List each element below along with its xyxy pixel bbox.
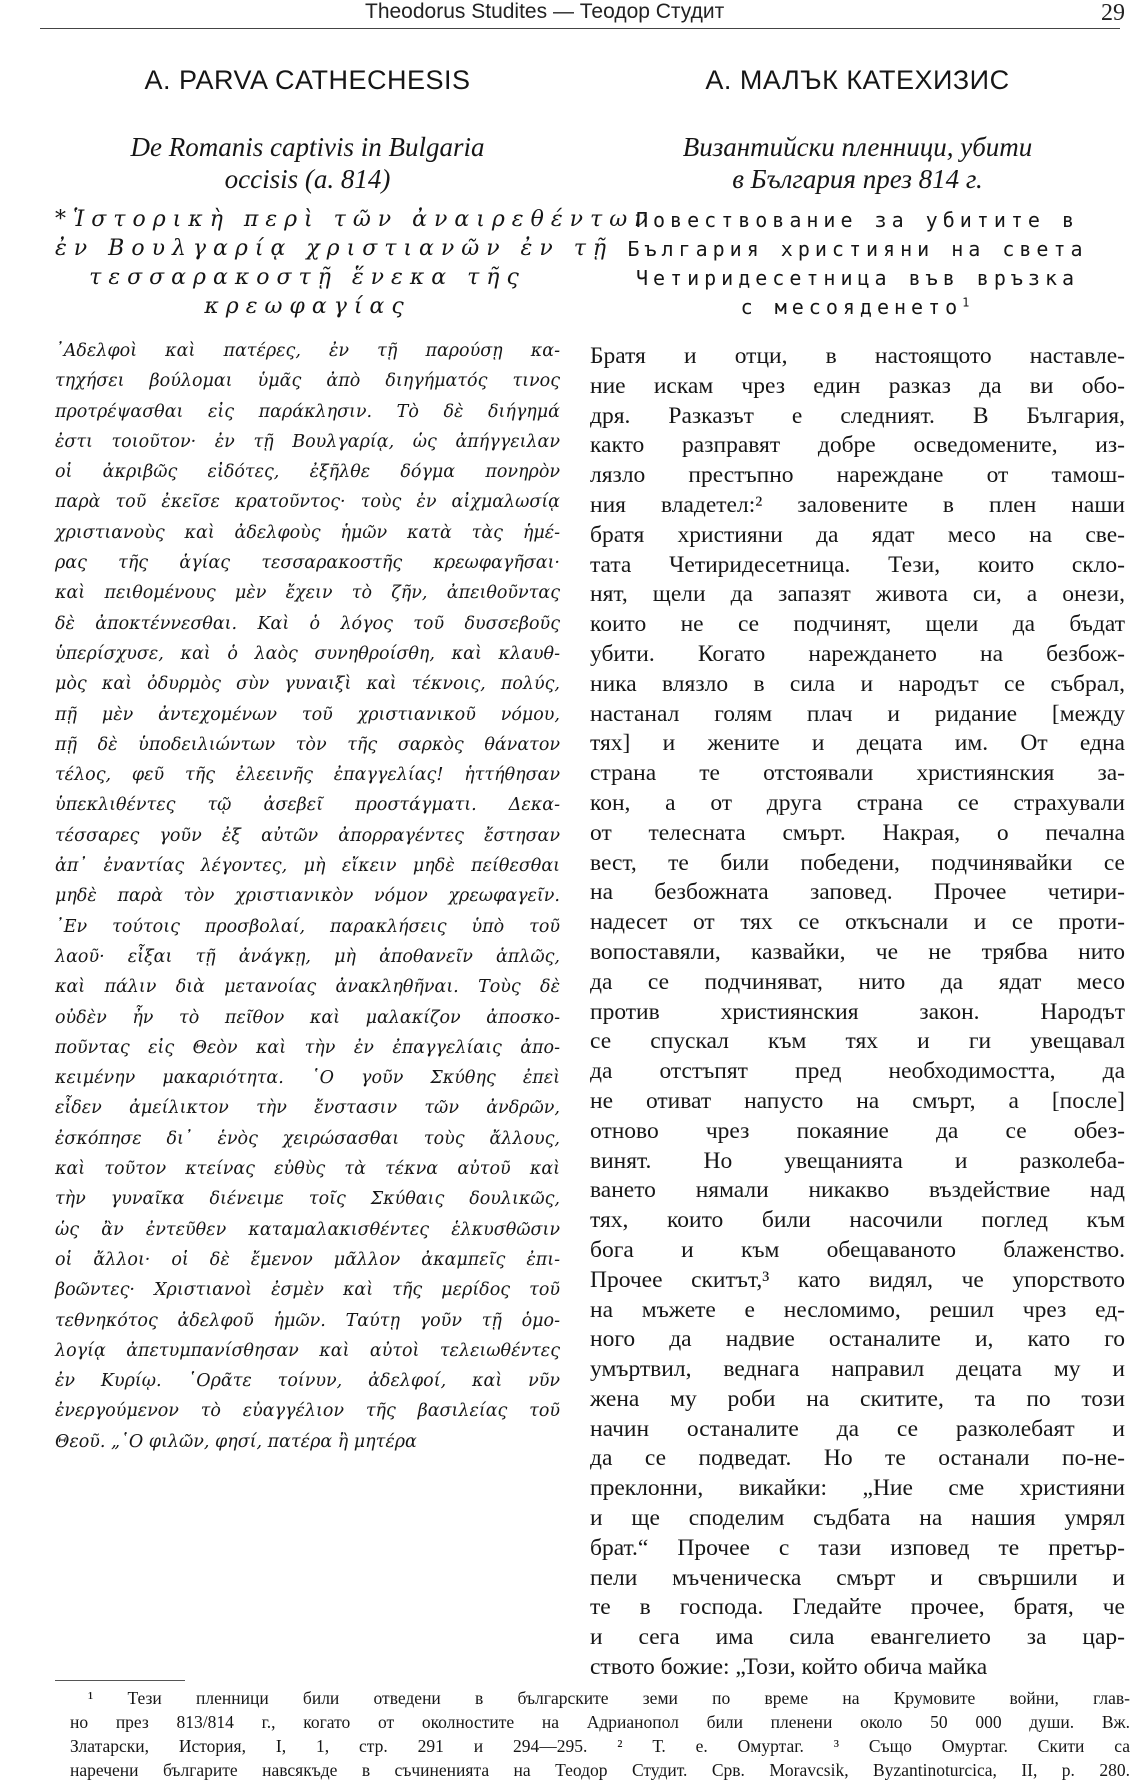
bulgarian-text-line: ния владетел:² заловените в плен наши (590, 491, 1125, 518)
bulgarian-text-line: на мъжете е несломимо, решил чрез ед- (590, 1296, 1125, 1323)
footnotes (70, 1686, 1130, 1782)
bulgarian-text-line: и ще споделим съдбата на нашия умрял (590, 1505, 1125, 1532)
greek-text-line: ὡς ἂν ἐντεῦθεν καταμαλακισθέντες ἑλκυσθῶσιν (55, 1219, 560, 1240)
bulgarian-text-line: жена му роби на скитите, та по този (590, 1385, 1125, 1412)
greek-text-line: ἀπ᾽ ἐναντίας λέγοντες, μὴ εἴκειν μηδὲ πείθεσθαι (55, 856, 560, 877)
running-head (40, 0, 1125, 30)
bulgarian-text-line: които не се подчинят, щели да бъдат (590, 611, 1125, 638)
bulgarian-text-line: против християнския закон. Народът (590, 998, 1125, 1025)
greek-text-line: Θεοῦ. „῾Ο φιλῶν, φησί, πατέρα ἢ μητέρα (55, 1431, 417, 1452)
greek-text-line: οἱ ἄλλοι· οἱ δὲ ἔμενον μᾶλλον ἀκαμπεῖς ἐπι- (55, 1249, 560, 1270)
greek-title-line: τεσσαρακοστῇ ἕνεκα τῆς (89, 265, 526, 290)
bulgarian-subheading-line: в България през 814 г. (732, 164, 983, 194)
spaced-title-line (590, 293, 1125, 322)
bulgarian-text-line: Прочее скитът,³ като видял, че упорството (590, 1266, 1125, 1293)
bulgarian-subheading (590, 131, 1125, 195)
bulgarian-text-line: както разправят добре осведомените, из- (590, 432, 1125, 459)
greek-text-line: δὲ ἀποκτέννεσθαι. Καὶ ὁ λόγος τοῦ δυσσεβοῦς (55, 613, 560, 634)
greek-text-line: τὴν γυναῖκα διένειμε τοῖς Σκύθαις δουλικῶς, (55, 1189, 560, 1210)
bulgarian-text-line: те в господа. Гледайте прочее, братя, че (590, 1594, 1125, 1621)
bulgarian-text-body (590, 342, 1125, 1683)
latin-subheading-line: De Romanis captivis in Bulgaria (130, 132, 485, 162)
bulgarian-text-line: пели мъченическа смърт и свършили и (590, 1564, 1125, 1591)
greek-text-line: ἐνεργούμενον τὸ εὐαγγέλιον τῆς βασιλείας τοῦ (55, 1401, 560, 1422)
spaced-title-line: Четиридесетница във връзка (635, 266, 1080, 290)
bulgarian-subheading-line: Византийски пленници, убити (682, 132, 1033, 162)
spaced-title-line: България християни на света (627, 237, 1088, 261)
footnote-line: но през 813/814 г., когато от околностите на Адрианопол били пленени около 50 000 души. Вж. (70, 1712, 1130, 1732)
greek-text-line: οἱ ἀκριβῶς εἰδότες, ἐξῆλθε δόγμα πονηρὸν (55, 462, 560, 483)
spaced-title-last-text: с месояденето (740, 295, 963, 319)
greek-text-line: καὶ πάλιν διὰ μετανοίας ἀνακληθῆναι. Τοὺς δὲ (55, 977, 560, 998)
bulgarian-text-line: тях] и жените и децата им. От една (590, 730, 1125, 757)
greek-text-line: χριστιανοὺς καὶ ἀδελφοὺς ἡμῶν κατὰ τὰς ἡμέ- (55, 522, 560, 543)
bulgarian-text-line: лязло престъпно нареждане от тамош- (590, 462, 1125, 489)
greek-text-line: βοῶντες· Χριστιανοὶ ἐσμὲν καὶ τῆς μερίδος τοῦ (55, 1280, 560, 1301)
bulgarian-text-line: страна те отстоявали християнския за- (590, 760, 1125, 787)
bulgarian-text-line: ного да надвие останалите и, като го (590, 1326, 1125, 1353)
footnote-line: наречени българите навсякъде в съчиненията на Теодор Студит. Срв. Moravcsik, Byzantinoturcica, II, p. 280. (70, 1760, 1130, 1780)
bulgarian-text-line: ването нямали никакво въздействие над (590, 1177, 1125, 1204)
page-number: 29 (1101, 0, 1125, 26)
footnote-line: ¹ Тези пленници били отведени в българските земи по време на Крумовите войни, глав- (88, 1688, 1130, 1708)
greek-title-line: *Ἱστορικὴ περὶ τῶν ἀναιρεθέντων (55, 207, 655, 232)
greek-text-line: παρὰ τοῦ ἐκεῖσε κρατοῦντος· τοὺς ἐν αἰχμαλωσίᾳ (55, 492, 560, 513)
bulgarian-text-line: нят, щели да запазят живота си, а онези, (590, 581, 1125, 608)
bulgarian-text-line: дря. Разказът е следният. В България, (590, 402, 1125, 429)
bulgarian-text-line: вопоставяли, казвайки, че не трябва нито (590, 938, 1125, 965)
bulgarian-text-line: на безбожната заповед. Прочее четири- (590, 879, 1125, 906)
greek-text-line: ὑπερίσχυσε, καὶ ὁ λαὸς συνηθροίσθη, καὶ κλαυθ- (55, 643, 560, 664)
greek-text-line: ὑπεκλιθέντες τῷ ἀσεβεῖ προστάγματι. Δεκα- (55, 795, 560, 816)
greek-title-line: κρεωφαγίας (204, 294, 411, 319)
greek-text-line: ποῦντας εἰς Θεὸν καὶ τὴν ἐν ἐπαγγελίαις ἀπο- (55, 1037, 560, 1058)
greek-text-line: τεθνηκότος ἀδελφοῦ ἡμῶν. Ταύτῃ γοῦν τῇ ὁμο- (55, 1310, 560, 1331)
spaced-title-line: Повествование за убитите в (635, 208, 1080, 232)
footnote-line: Златарски, История, I, 1, стр. 291 и 294—295. ² Т. е. Омуртаг. ³ Също Омуртаг. Скити са (70, 1736, 1130, 1756)
bulgarian-text-line: да се подведат. Но те останали по-не- (590, 1445, 1125, 1472)
bulgarian-text-line: не отиват напусто на смърт, а [после] (590, 1087, 1125, 1114)
bulgarian-text-line: да отстъпят пред необходимостта, да (590, 1058, 1125, 1085)
greek-title-line: ἐν Βουλγαρίᾳ χριστιανῶν ἐν τῇ (55, 236, 614, 261)
bulgarian-section-heading: А. МАЛЪК КАТЕХИЗИС (705, 65, 1010, 95)
greek-text-line: οὐδὲν ἦν τὸ πεῖθον καὶ μαλακίζον ἀποσκο- (55, 1007, 560, 1028)
bulgarian-text-line: ството божие: „Този, който обича майка (590, 1654, 988, 1681)
bulgarian-text-line: се спускал към тях и ги увещавал (590, 1028, 1125, 1055)
greek-text-line: ἐν Κυρίῳ. ῾Ορᾶτε τοίνυν, ἀδελφοί, καὶ νῦν (55, 1371, 560, 1392)
footnote-ref-1: 1 (962, 295, 975, 310)
greek-text-line: πῇ δὲ ὑποδειλιώντων τὸν τῆς σαρκὸς θάνατον (55, 734, 560, 755)
running-head-title: Theodorus Studites — Теодор Студит (365, 0, 725, 23)
bulgarian-text-line: отново чрез покаяние да се обез- (590, 1117, 1125, 1144)
bulgarian-spaced-title (590, 206, 1125, 322)
greek-title (55, 205, 655, 321)
latin-subheading-line: occisis (a. 814) (224, 164, 391, 194)
greek-text-body (55, 336, 560, 1457)
bulgarian-text-line: братя християни да ядат месо на све- (590, 521, 1125, 548)
greek-text-line: λογίᾳ ἀπετυμπανίσθησαν καὶ αὐτοὶ τελειωθέντες (55, 1340, 560, 1361)
bulgarian-text-line: настанал голям плач и ридание [между (590, 700, 1125, 727)
greek-text-line: καὶ πειθομένους μὲν ἔχειν τὸ ζῆν, ἀπειθοῦντας (55, 583, 560, 604)
bulgarian-text-line: и сега има сила евангелието за цар- (590, 1624, 1125, 1651)
greek-text-line: ἐστι τοιοῦτον· ἐν τῇ Βουλγαρίᾳ, ὡς ἀπήγγειλαν (55, 431, 560, 452)
greek-text-line: εἶδεν ἀμείλικτον τὴν ἔνστασιν τῶν ἀνδρῶν, (55, 1098, 560, 1119)
footnote-rule (55, 1680, 185, 1681)
bulgarian-text-line: Братя и отци, в настоящото наставле- (590, 343, 1125, 369)
greek-text-line: μὸς καὶ ὀδυρμὸς σὺν γυναιξὶ καὶ τέκνοις, πολύς, (55, 674, 560, 695)
bulgarian-text-line: бога и към обещаваното блаженство. (590, 1236, 1125, 1263)
bulgarian-text-line: тях, които били насочили поглед към (590, 1207, 1125, 1234)
greek-text-line: τέσσαρες γοῦν ἐξ αὐτῶν ἀπορραγέντες ἔστησαν (55, 825, 560, 846)
bulgarian-text-line: умъртвил, веднага направил децата му и (590, 1356, 1125, 1383)
header-rule (40, 28, 1120, 29)
greek-text-line: καὶ τοῦτον κτείνας εὐθὺς τὰ τέκνα αὐτοῦ καὶ (55, 1159, 560, 1180)
bulgarian-text-line: преклонни, викайки: „Ние сме християни (590, 1475, 1125, 1502)
latin-subheading (55, 131, 560, 195)
greek-text-line: πῇ μὲν ἀντεχομένων τοῦ χριστιανικοῦ νόμου, (55, 704, 560, 725)
bulgarian-text-line: надесет от тях се откъснали и се проти- (590, 909, 1125, 936)
bulgarian-text-line: начин останалите да се разколебаят и (590, 1415, 1125, 1442)
greek-text-line: τέλος, φεῦ τῆς ἐλεεινῆς ἐπαγγελίας! ἡττήθησαν (55, 765, 560, 786)
greek-text-line: προτρέψασθαι εἰς παράκλησιν. Τὸ δὲ διήγημά (55, 401, 560, 422)
bulgarian-text-line: винят. Но увещанията и разколеба- (590, 1147, 1125, 1174)
bulgarian-text-line: убити. Когато нареждането на безбож- (590, 640, 1125, 667)
bulgarian-text-line: брат.“ Прочее с тази изповед те претър- (590, 1534, 1125, 1561)
greek-text-line: λαοῦ· εἶξαι τῇ ἀνάγκῃ, μὴ ἀποθανεῖν ἁπλῶς, (55, 946, 560, 967)
bulgarian-text-line: тата Четиридесетница. Тези, които скло- (590, 551, 1125, 578)
greek-text-line: κειμένην μακαριότητα. ῾Ο γοῦν Σκύθης ἐπεὶ (55, 1068, 560, 1089)
greek-text-line: τηχήσει βούλομαι ὑμᾶς ἀπὸ διηγήματός τινος (55, 371, 560, 392)
greek-text-line: μηδὲ παρὰ τὸν χριστιανικὸν νόμον χρεωφαγεῖν. (55, 886, 560, 907)
bulgarian-text-line: кон, а от друга страна се страхували (590, 789, 1125, 816)
bulgarian-text-line: ника влязло в сила и народът се събрал, (590, 670, 1125, 697)
greek-text-line: ἐσκόπησε δι᾽ ἑνὸς χειρώσασθαι τοὺς ἄλλους, (55, 1128, 560, 1149)
greek-text-line: ᾿Αδελφοὶ καὶ πατέρες, ἐν τῇ παρούσῃ κα- (55, 341, 560, 361)
greek-text-line: ρας τῆς ἁγίας τεσσαρακοστῆς κρεωφαγῆσαι· (55, 553, 560, 574)
bulgarian-text-line: да се подчиняват, нито да ядат месо (590, 968, 1125, 995)
bulgarian-text-line: от телесната смърт. Накрая, о печална (590, 819, 1125, 846)
bulgarian-text-line: ние искам чрез един разказ да ви обо- (590, 372, 1125, 399)
latin-section-heading: A. PARVA CATHECHESIS (144, 65, 471, 95)
bulgarian-text-line: вест, те били победени, подчинявайки се (590, 849, 1125, 876)
greek-text-line: ᾿Εν τούτοις προσβολαί, παρακλήσεις ὑπὸ τοῦ (55, 916, 560, 937)
